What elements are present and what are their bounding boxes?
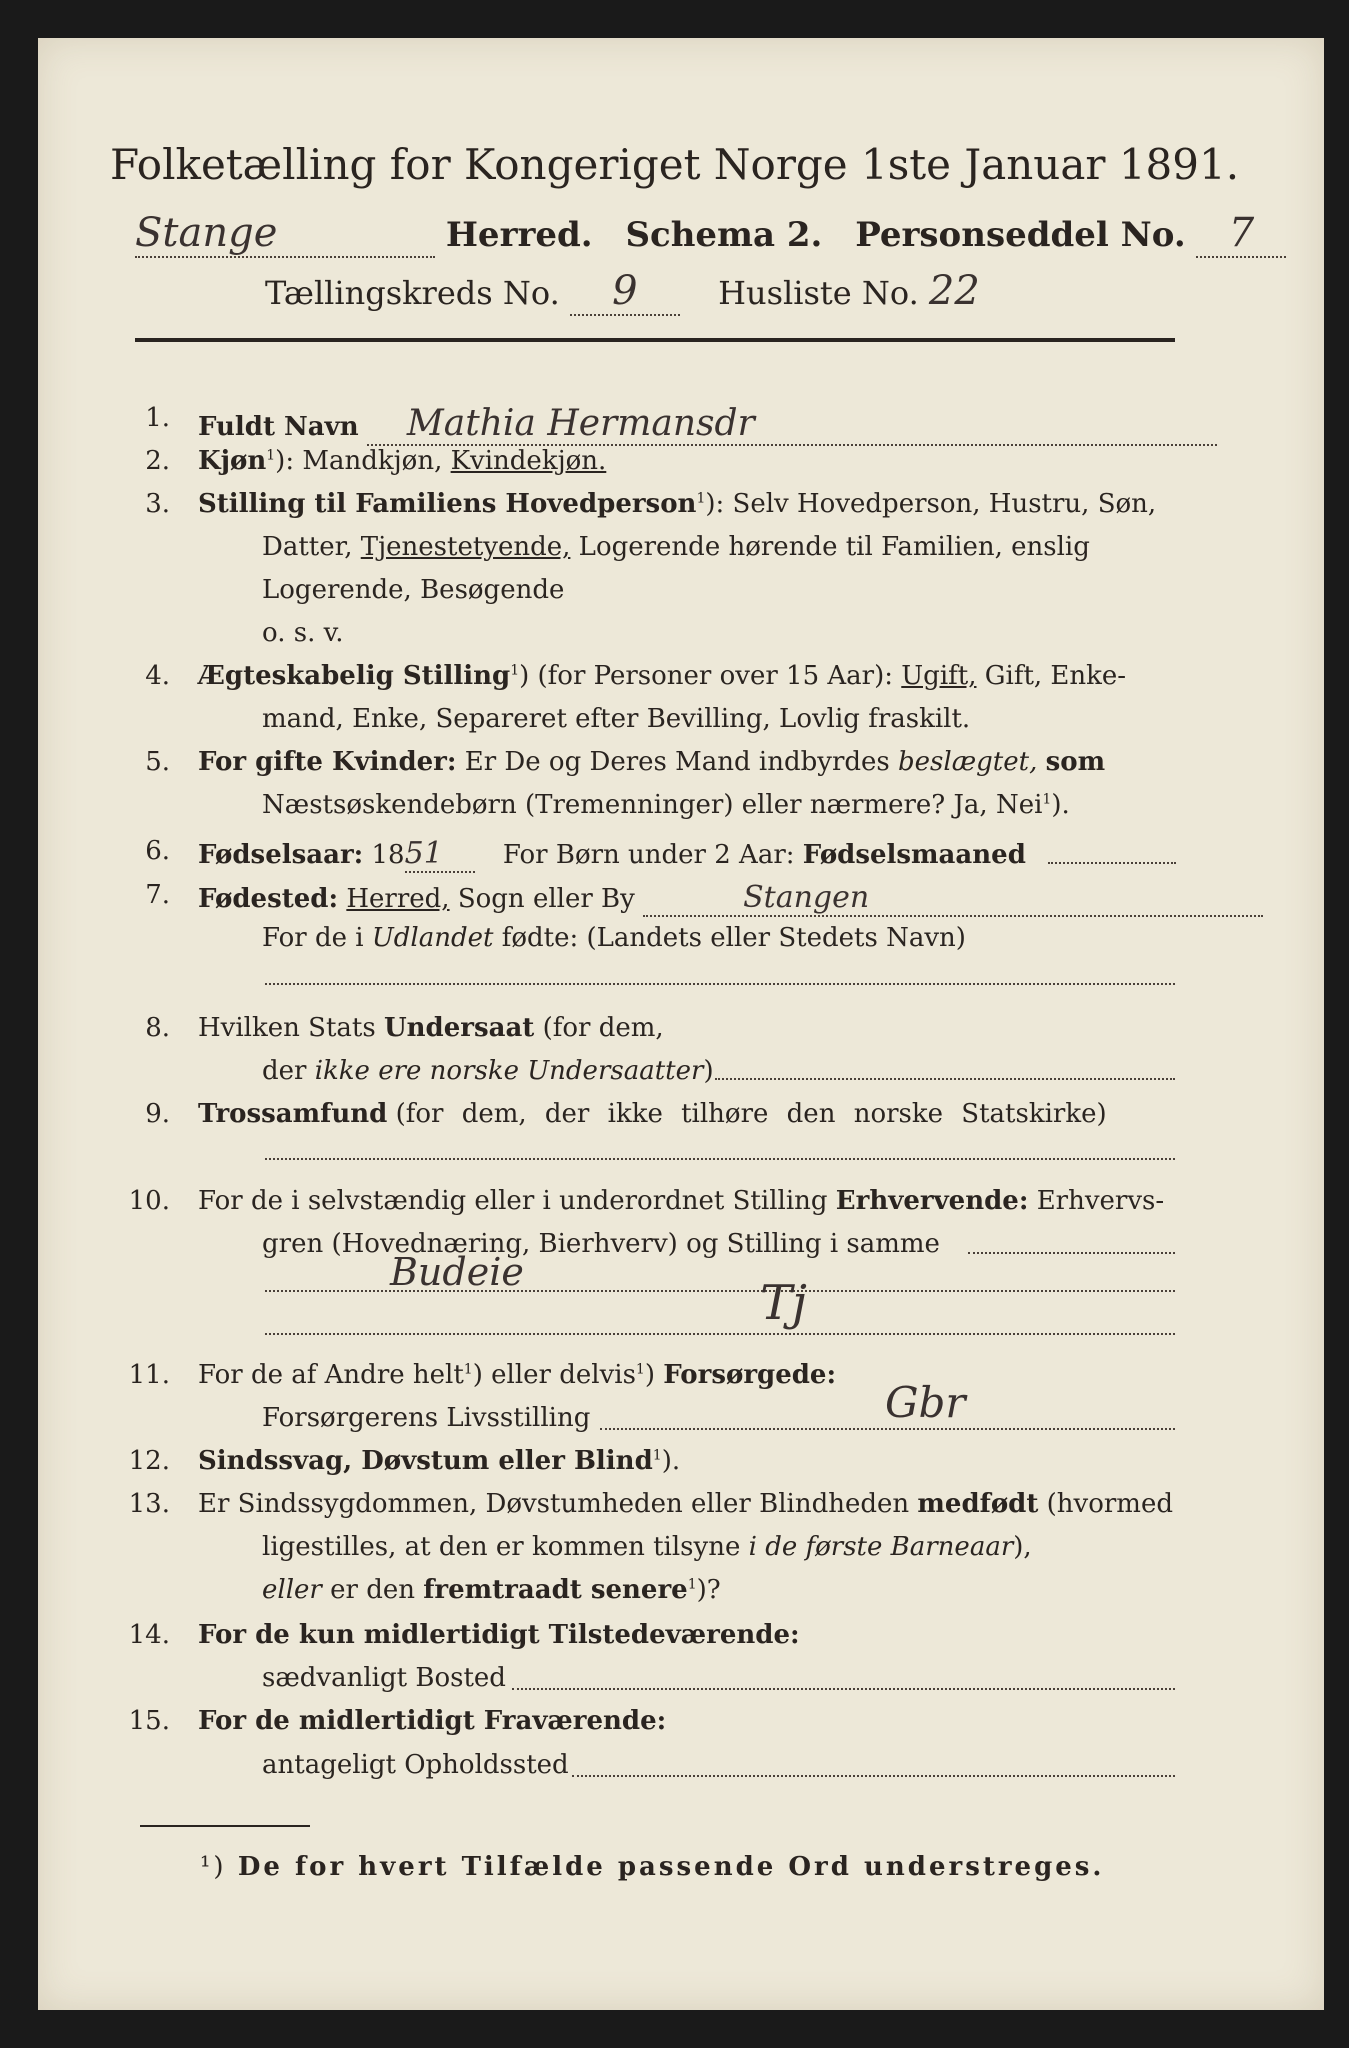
q13-line1-c: (hvormed [1046, 1489, 1173, 1519]
q11-row [198, 1360, 836, 1390]
q3-sup: 1 [696, 490, 706, 507]
q10-line2: gren (Hovednæring, Bierhverv) og Stilling i samme [262, 1229, 940, 1259]
q15-line2: antageligt Opholdssted [262, 1750, 569, 1780]
q6-number: 6. [145, 836, 170, 866]
q9-dotline [265, 1158, 1175, 1160]
q2-label: Kjøn [198, 446, 267, 476]
tallingskreds-line [265, 268, 1029, 316]
q13-line2-c: ), [1013, 1532, 1032, 1562]
q8-line1-c: (for dem, [542, 1013, 664, 1043]
tallingskreds-value: 9 [570, 268, 680, 316]
q7-label: Fødested: [198, 884, 339, 914]
q15-number: 15. [128, 1706, 170, 1736]
q13-line3-b: er den [330, 1575, 415, 1605]
q6-text: For Børn under 2 Aar: [502, 840, 795, 870]
herred-label: Herred. [445, 215, 593, 255]
q11-dotline [600, 1428, 1175, 1430]
q10-number: 10. [128, 1186, 170, 1216]
q3-line4: o. s. v. [262, 618, 344, 648]
q5-line1-b: beslægtet, [898, 747, 1038, 777]
q8-line2-a: der [262, 1056, 307, 1086]
q10-line1-a: For de i selvstændig eller i underordnet Stilling [198, 1186, 828, 1216]
q8-line1-b: Undersaat [383, 1013, 535, 1043]
husliste-label: Husliste No. [718, 274, 919, 312]
q6-value: 51 [405, 836, 475, 873]
q13-sup: 1 [687, 1576, 697, 1593]
q4-line2: mand, Enke, Separeret efter Bevilling, Lovlig fraskilt. [262, 704, 971, 734]
q13-line3-a: eller [262, 1575, 322, 1605]
personseddel-value: 7 [1196, 210, 1286, 258]
footnote-text: De for hvert Tilfælde passende Ord understreges. [237, 1852, 1105, 1882]
q11-line1-c: ) [644, 1360, 655, 1390]
q3-line2-b: Tjenestetyende, [360, 532, 571, 562]
q6-prefix: 18 [371, 840, 405, 870]
q13-line3-c: fremtraadt senere [423, 1575, 688, 1605]
q5-sup: 1 [1042, 791, 1052, 808]
q4-line1-b: Ugift, [901, 661, 977, 691]
q3-line2-c: Logerende hørende til Familien, enslig [578, 532, 1090, 562]
q3-label: Stilling til Familiens Hovedperson [198, 489, 697, 519]
q15-row [198, 1706, 666, 1736]
q4-row [198, 661, 1126, 691]
q10-line1-b: Erhvervende: [835, 1186, 1029, 1216]
q2-text-b: Kvindekjøn. [450, 446, 607, 476]
q13-line2-a: ligestilles, at den er kommen tilsyne [262, 1532, 741, 1562]
q13-line2 [262, 1532, 1032, 1562]
q7-line2-b: Udlandet [371, 923, 494, 953]
q9-row [198, 1099, 1107, 1129]
q3-line2 [262, 532, 1090, 562]
q5-row [198, 747, 1105, 777]
q10-line2-dotline [968, 1252, 1175, 1254]
q3-line1-rest: ): Selv Hovedperson, Hustru, Søn, [705, 489, 1157, 519]
q13-number: 13. [128, 1489, 170, 1519]
q11-line1-d: Forsørgede: [663, 1360, 837, 1390]
q6-row [198, 836, 1026, 873]
q10-row [198, 1186, 1164, 1216]
q14-line2: sædvanligt Bosted [262, 1663, 506, 1693]
q12-row [198, 1446, 680, 1476]
q8-line2-b: ikke ere norske Undersaatter [314, 1056, 704, 1086]
q7-number: 7. [145, 880, 170, 910]
q9-text: (for dem, der ikke tilhøre den norske Statskirke) [395, 1099, 1107, 1129]
q9-number: 9. [145, 1099, 170, 1129]
q13-line2-b: i de første Barneaar [748, 1532, 1014, 1562]
q14-label: For de kun midlertidigt Tilstedeværende: [198, 1620, 800, 1650]
q11-sup-a: 1 [463, 1361, 473, 1378]
footnote-mark: ¹) [200, 1852, 227, 1882]
q1-row [198, 403, 1217, 446]
q14-number: 14. [128, 1620, 170, 1650]
q12-number: 12. [128, 1446, 170, 1476]
q6-label2: Fødselsmaaned [802, 840, 1026, 870]
q13-line3 [262, 1575, 721, 1605]
q13-line3-d: )? [696, 1575, 721, 1605]
q3-line3: Logerende, Besøgende [262, 575, 565, 605]
q1-value: Mathia Hermansdr [367, 403, 1217, 446]
q7-line1-b: Sogn eller By [457, 884, 635, 914]
q1-label: Fuldt Navn [198, 412, 359, 442]
q15-label: For de midlertidigt Fraværende: [198, 1706, 667, 1736]
q9-label: Trossamfund [198, 1099, 388, 1129]
q13-row [198, 1489, 1173, 1519]
q3-row [198, 489, 1156, 519]
q14-row [198, 1620, 800, 1650]
q5-label: For gifte Kvinder: [198, 747, 457, 777]
q10-line4-dotline [265, 1333, 1175, 1335]
q4-line1-a: ) (for Personer over 15 Aar): [519, 661, 893, 691]
q3-line2-a: Datter, [262, 532, 353, 562]
q7-line1-a: Herred, [346, 884, 450, 914]
q5-line2-row [262, 790, 1070, 820]
q5-line1-c: som [1045, 747, 1106, 777]
q7-line2 [262, 923, 966, 953]
q6-month-dotline [1048, 862, 1176, 864]
q14-dotline [512, 1688, 1175, 1690]
tallingskreds-label: Tællingskreds No. [265, 274, 560, 312]
q5-line2-end: ). [1051, 790, 1070, 820]
q2-number: 2. [145, 446, 170, 476]
husliste-value: 22 [928, 268, 980, 314]
q8-number: 8. [145, 1013, 170, 1043]
q8-row [198, 1013, 664, 1043]
q5-number: 5. [145, 747, 170, 777]
q7-foreign-dotline [265, 983, 1175, 985]
form-title: Folketælling for Kongeriget Norge 1ste Januar 1891. [109, 140, 1240, 189]
q12-sup: 1 [652, 1447, 662, 1464]
q4-line1-c: Gift, Enke- [984, 661, 1127, 691]
herred-value: Stange [135, 210, 435, 258]
footnote-rule [140, 1825, 310, 1827]
q5-line2: Næstsøskendebørn (Tremenninger) eller nærmere? Ja, Nei [262, 790, 1043, 820]
q11-value: Gbr [885, 1378, 966, 1427]
q3-number: 3. [145, 489, 170, 519]
herred-line [135, 210, 1286, 258]
header-rule [135, 338, 1175, 342]
q2-text-a: ): Mandkjøn, [275, 446, 443, 476]
schema-label: Schema 2. [625, 215, 823, 255]
q11-number: 11. [128, 1360, 170, 1390]
q15-dotline [572, 1775, 1175, 1777]
q10-value: Budeie [390, 1250, 524, 1294]
q2-row [198, 446, 606, 476]
q5-line1-a: Er De og Deres Mand indbyrdes [464, 747, 890, 777]
footnote [200, 1852, 1105, 1882]
q4-number: 4. [145, 661, 170, 691]
q8-line2-c: ) [703, 1056, 714, 1086]
q11-line1-b: ) eller delvis [472, 1360, 636, 1390]
q1-number: 1. [145, 403, 170, 433]
q10-value2: Tj [760, 1275, 807, 1331]
q7-line2-c: fødte: (Landets eller Stedets Navn) [501, 923, 966, 953]
q6-label: Fødselsaar: [198, 840, 364, 870]
personseddel-label: Personseddel No. [855, 215, 1186, 255]
q2-sup: 1 [266, 447, 276, 464]
q11-line1-a: For de af Andre helt [198, 1360, 464, 1390]
q8-line2 [262, 1056, 714, 1086]
q7-row [198, 880, 1263, 917]
q7-value: Stangen [643, 880, 1263, 917]
q11-line2: Forsørgerens Livsstilling [262, 1403, 591, 1433]
q13-line1-b: medfødt [917, 1489, 1039, 1519]
q8-dotline [715, 1078, 1175, 1080]
q12-label: Sindssvag, Døvstum eller Blind [198, 1446, 653, 1476]
q13-line1-a: Er Sindssygdommen, Døvstumheden eller Blindheden [198, 1489, 910, 1519]
q8-line1-a: Hvilken Stats [198, 1013, 376, 1043]
q7-line2-a: For de i [262, 923, 364, 953]
q4-sup: 1 [510, 662, 520, 679]
q4-label: Ægteskabelig Stilling [198, 661, 511, 691]
q10-line1-c: Erhvervs- [1036, 1186, 1165, 1216]
q12-end: ). [661, 1446, 681, 1476]
q11-sup-b: 1 [635, 1361, 645, 1378]
